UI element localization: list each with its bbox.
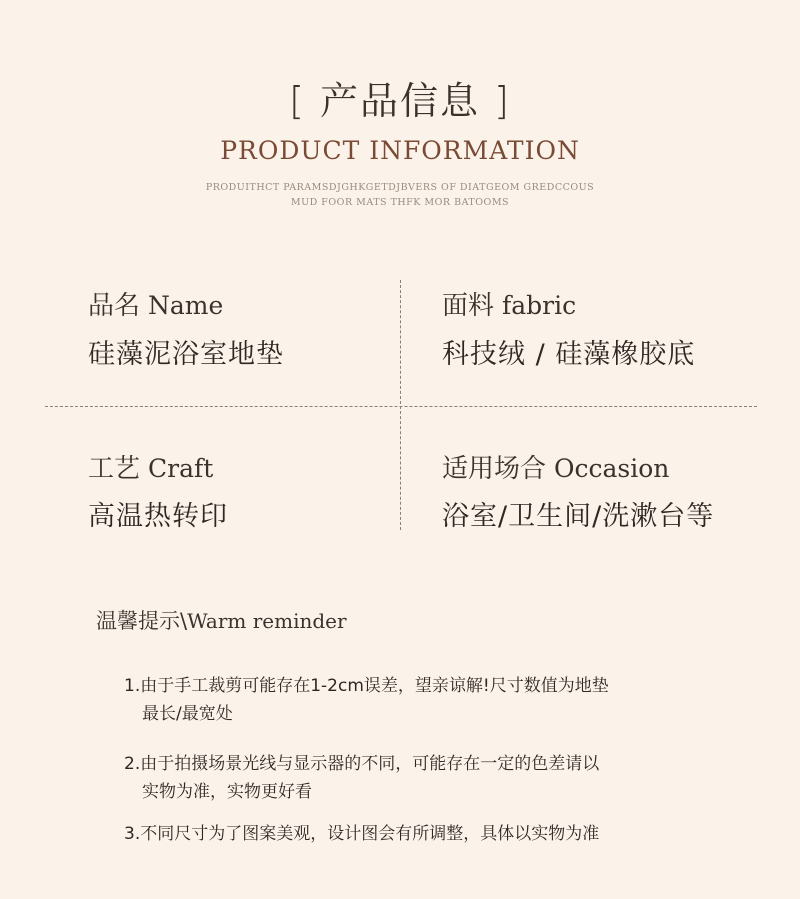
occasion-label bbox=[442, 448, 669, 485]
craft-label bbox=[88, 448, 213, 485]
craft-value: 高温热转印 bbox=[88, 501, 228, 532]
note-1-line-1: 1.由于手工裁剪可能存在1-2cm误差，望亲谅解!尺寸数值为地垫 bbox=[124, 676, 609, 696]
name-label-en: Name bbox=[148, 291, 224, 320]
reminder-note-1 bbox=[124, 672, 724, 728]
note-2-line-1: 2.由于拍摄场景光线与显示器的不同，可能存在一定的色差请以 bbox=[124, 754, 600, 774]
reminder-title bbox=[96, 605, 347, 635]
occasion-label-cn: 适用场合 bbox=[442, 454, 547, 484]
fabric-label-cn: 面料 bbox=[442, 291, 495, 321]
page-title: [ 产品信息 ] bbox=[289, 79, 511, 123]
reminder-note-2 bbox=[124, 750, 724, 806]
note-1-line-2: 最长/最宽处 bbox=[142, 704, 233, 724]
note-2-line-2: 实物为准，实物更好看 bbox=[142, 782, 312, 802]
fabric-value: 科技绒 / 硅藻橡胶底 bbox=[442, 339, 696, 370]
reminder-note-3 bbox=[124, 820, 724, 848]
page-title-english: PRODUCT INFORMATION bbox=[220, 136, 580, 165]
note-3-line-1: 3.不同尺寸为了图案美观，设计图会有所调整，具体以实物为准 bbox=[124, 824, 600, 844]
vertical-divider bbox=[400, 280, 401, 530]
occasion-label-en: Occasion bbox=[554, 454, 670, 483]
subtitle-line-1: PRODUITHCT PARAMSDJGHKGETDJBVERS OF DIATGEOM GREDCCOUS bbox=[205, 182, 595, 193]
craft-label-en: Craft bbox=[148, 454, 214, 483]
subtitle-line-2: MUD FOOR MATS THFK MOR BATOOMS bbox=[290, 197, 510, 208]
name-value: 硅藻泥浴室地垫 bbox=[88, 339, 284, 370]
fabric-label-en: fabric bbox=[502, 291, 577, 320]
fabric-label bbox=[442, 285, 576, 322]
name-label bbox=[88, 285, 223, 322]
craft-label-cn: 工艺 bbox=[88, 454, 141, 484]
name-label-cn: 品名 bbox=[88, 291, 141, 321]
reminder-title-en: Warm reminder bbox=[187, 609, 347, 633]
reminder-title-cn: 温馨提示\ bbox=[96, 609, 188, 633]
horizontal-divider bbox=[45, 406, 757, 407]
occasion-value: 浴室/卫生间/洗漱台等 bbox=[442, 501, 715, 532]
